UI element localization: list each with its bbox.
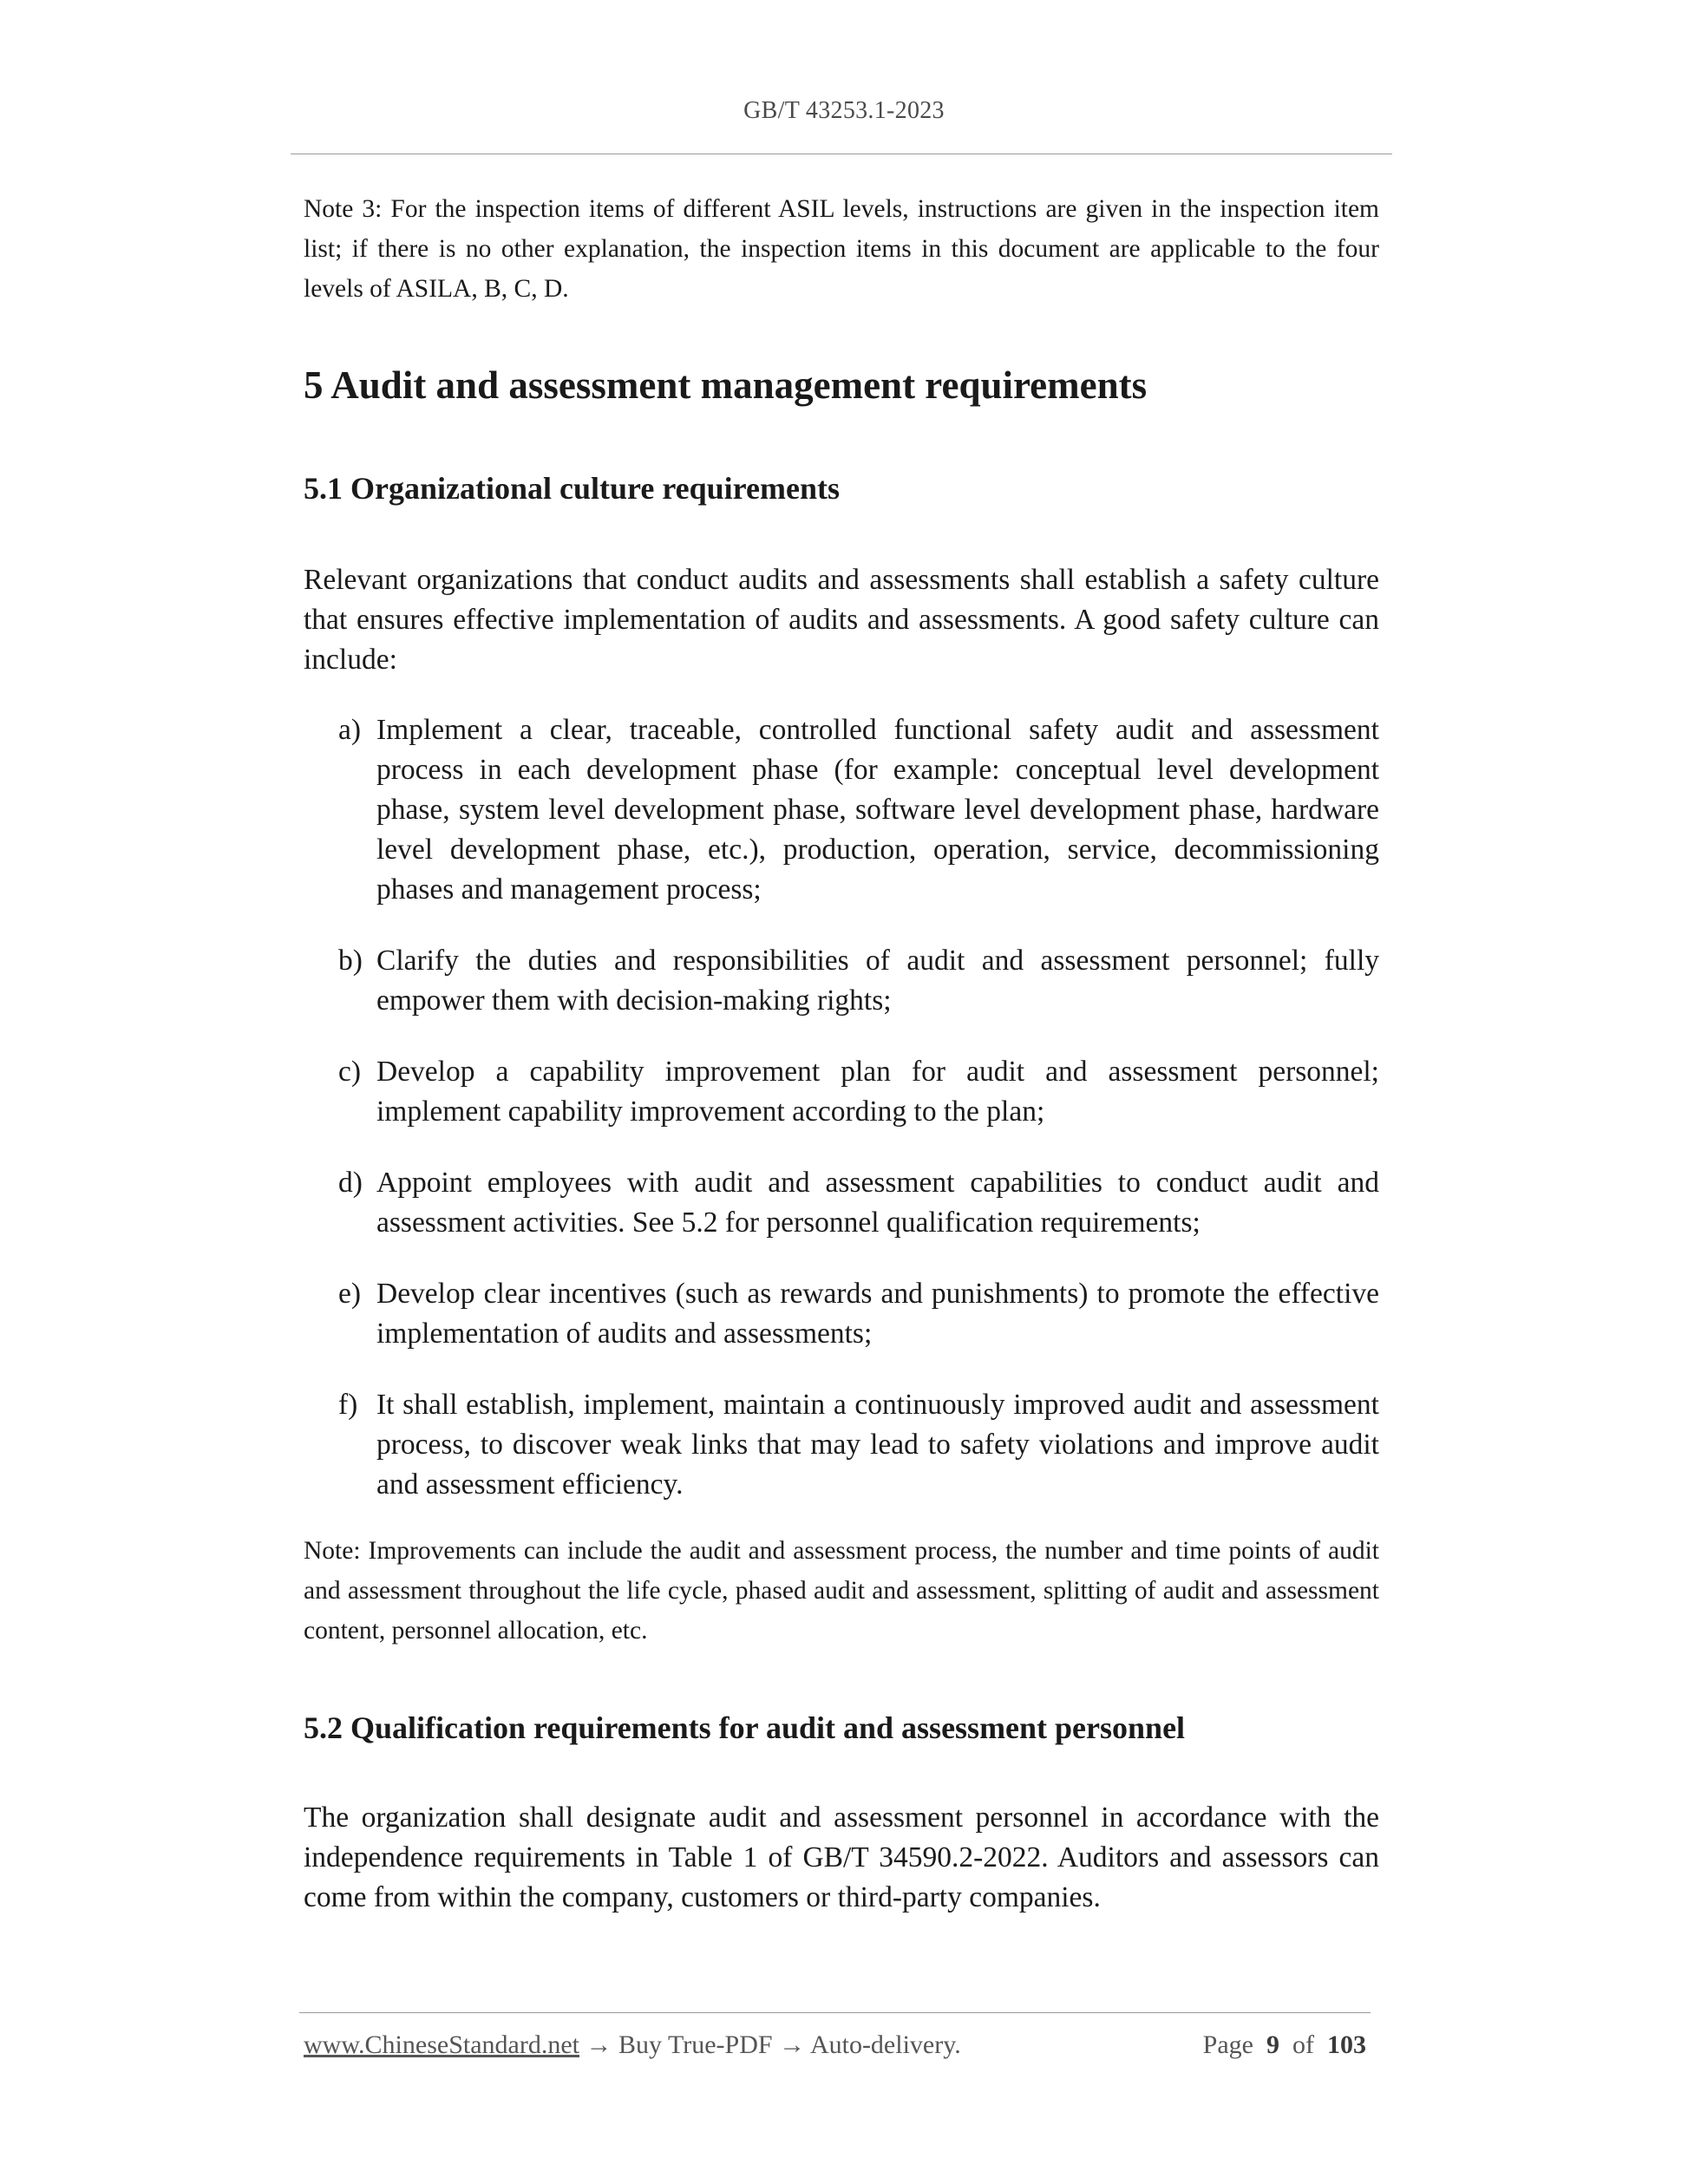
list-item-marker: f) [338,1389,358,1421]
of-label: of [1292,2030,1314,2059]
arrow-right-icon: → [779,2030,806,2059]
arrow-right-icon: → [586,2030,612,2059]
section-5-1-note: Note: Improvements can include the audit and assessment process, the number and time points of audit and assessment throughout the life cycle, phased audit and assessment, splitting of audit and assessment content, personnel allocation, etc. [304,1537,1379,1645]
list-item-text: Appoint employees with audit and assessment capabilities to conduct audit and assessment activities. See 5.2 for personnel qualification requirements; [376,1167,1379,1239]
auto-delivery-text: Auto-delivery. [809,2030,961,2059]
page-label: Page [1202,2030,1253,2059]
total-pages-number: 103 [1327,2030,1366,2059]
list-item [304,1163,1379,1243]
list-item-text: Implement a clear, traceable, controlled functional safety audit and assessment process in each development phase (for example: conceptual level development phase, system level development phase, software level development phase, hardware level development phase, etc.), production, operation, service, decommissioning phases and management process; [376,714,1379,906]
section-5-2-body: The organization shall designate audit and assessment personnel in accordance with the independence requirements in Table 1 of GB/T 34590.2-2022. Auditors and assessors can come from within the company, customers or third-party companies. [304,1801,1379,1913]
list-item-marker: b) [338,945,363,977]
section-5-2-heading: 5.2 Qualification requirements for audit and assessment personnel [304,1710,1186,1745]
list-item-marker: d) [338,1167,363,1199]
list-item-marker: e) [338,1278,362,1310]
list-item-text: Clarify the duties and responsibilities of audit and assessment personnel; fully empower them with decision-making rights; [376,945,1379,1017]
list-item [304,941,1379,1021]
list-item [304,1274,1379,1354]
list-item-marker: a) [338,714,362,746]
list-item-marker: c) [338,1056,362,1088]
note-3: Note 3: For the inspection items of different ASIL levels, instructions are given in the inspection item list; if there is no other explanation, the inspection items in this document are applicable to the four levels of ASILA, B, C, D. [304,195,1379,303]
section-5-1-heading: 5.1 Organizational culture requirements [304,471,840,506]
document-id-header: GB/T 43253.1-2023 [743,97,945,124]
list-item-text: It shall establish, implement, maintain a continuously improved audit and assessment process, to discover weak links that may lead to safety violations and improve audit and assessment efficiency. [376,1389,1379,1501]
website-link[interactable]: www.ChineseStandard.net [304,2030,579,2059]
list-item [304,710,1379,910]
footer-divider [299,2012,1371,2013]
footer-promo [304,2030,961,2060]
list-item [304,1052,1379,1132]
list-item-text: Develop clear incentives (such as rewards and punishments) to promote the effective implementation of audits and assessments; [376,1278,1379,1350]
current-page-number: 9 [1266,2030,1279,2059]
page-indicator [1203,2030,1366,2060]
safety-culture-list [304,710,1379,1505]
section-5-heading: 5 Audit and assessment management requirements [304,363,1148,407]
page-content [304,189,1379,1918]
list-item-text: Develop a capability improvement plan for audit and assessment personnel; implement capability improvement according to the plan; [376,1056,1379,1128]
list-item [304,1385,1379,1505]
section-5-1-intro: Relevant organizations that conduct audits and assessments shall establish a safety culture that ensures effective implementation of audits and assessments. A good safety culture can include: [304,564,1379,676]
buy-pdf-text: Buy True-PDF [618,2030,773,2059]
